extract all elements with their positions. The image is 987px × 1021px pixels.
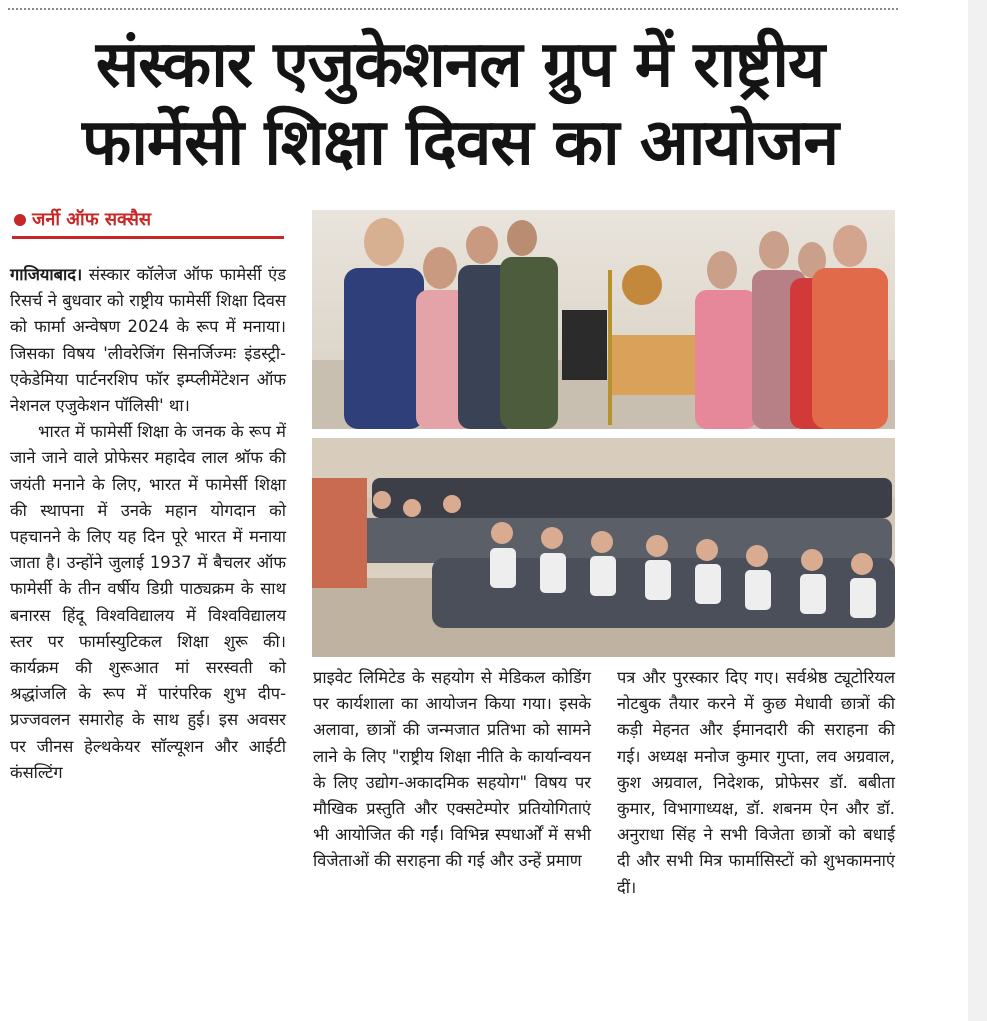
headline xyxy=(10,26,910,182)
article-paragraph-1 xyxy=(10,262,286,419)
article-paragraph-2: भारत में फामेर्सी शिक्षा के जनक के रूप में जाने जाने वाले प्रोफेसर महादेव लाल श्रॉफ की जयंती मनाने के लिए, भारत में फामेर्सी शिक्षा की स्थापना में उनके महान योगदान को पहचानने के लिए यह दिन पूरे भारत में मनाया जाता है। उन्होंने जुलाई 1937 में बैचलर ऑफ फामेर्सी के तीन वर्षीय डिग्री पाठ्यक्रम के साथ बनारस हिंदू विश्वविद्यालय में विश्वविद्यालय स्तर पर फार्मास्युटिकल शिक्षा शुरू की। कार्यक्रम की शुरूआत मां सरस्वती को श्रद्धांजलि के रूप में पारंपरिक शुभ दीप-प्रज्जवलन समारोह के साथ हुई। इस अवसर पर जीनस हेल्थकेयर सॉल्यूशन और आईटी कंसल्टिंग xyxy=(10,422,286,782)
photo-audience-students xyxy=(312,438,895,657)
article-paragraph-3: प्राइवेट लिमिटेड के सहयोग से मेडिकल कोडिंग पर कार्यशाला का आयोजन किया गया। इसके अलावा, छात्रों की जन्मजात प्रतिभा को सामने लाने के लिए "राष्ट्रीय शिक्षा नीति के कार्यान्वयन के लिए उद्योग-अकादमिक सहयोग" विषय पर मौखिक प्रस्तुति और एक्सटेम्पोर प्रतियोगिताएं भी आयोजित की गईं। विभिन्न स्पधार्ओं में सभी विजेताओं की सराहना की गई और उन्हें प्रमाण xyxy=(313,668,591,871)
paragraph-1-text: संस्कार कॉलेज ऑफ फामेर्सी एंड रिसर्च ने बुधवार को राष्ट्रीय फामेर्सी शिक्षा दिवस को फार्मा अन्वेषण 2024 के रूप में मनाया। जिसका विषय 'लीवरेजिंग सिनर्जिज्मः इंडस्ट्री-एकेडेमिया पार्टनरशिप फॉर इम्प्लीमेंटेशन ऑफ नेशनल एजुकेशन पॉलिसी' था। xyxy=(10,265,286,416)
bullet-icon xyxy=(14,214,26,226)
top-dotted-rule xyxy=(8,8,898,10)
article-column-3 xyxy=(617,665,895,901)
byline-text: जर्नी ऑफ सक्सैस xyxy=(32,209,152,230)
article-column-2 xyxy=(313,665,591,875)
byline xyxy=(12,206,284,239)
headline-line-2: फार्मेसी शिक्षा दिवस का आयोजन xyxy=(82,106,838,180)
photo-lamp-lighting-guests xyxy=(312,210,895,429)
dateline: गाजियाबाद। xyxy=(10,265,83,284)
headline-line-1: संस्कार एजुकेशनल ग्रुप में राष्ट्रीय xyxy=(95,28,825,102)
article-paragraph-4: पत्र और पुरस्कार दिए गए। सर्वश्रेष्ठ ट्यूटोरियल नोटबुक तैयार करने में कुछ मेधावी छात्रों की कड़ी मेहनत और ईमानदारी की सराहना की गई। अध्यक्ष मनोज कुमार गुप्ता, लव अग्रवाल, कुश अग्रवाल, निदेशक, प्रोफेसर डॉ. बबीता कुमार, विभागाध्यक्ष, डॉ. शबनम ऐन और डॉ. अनुराधा सिंह ने सभी विजेता छात्रों को बधाई दी और सभी मित्र फार्मासिस्टों को शुभकामनाएं दीं। xyxy=(617,668,895,897)
article-column-1 xyxy=(10,262,286,786)
page-edge-strip xyxy=(968,0,987,1021)
